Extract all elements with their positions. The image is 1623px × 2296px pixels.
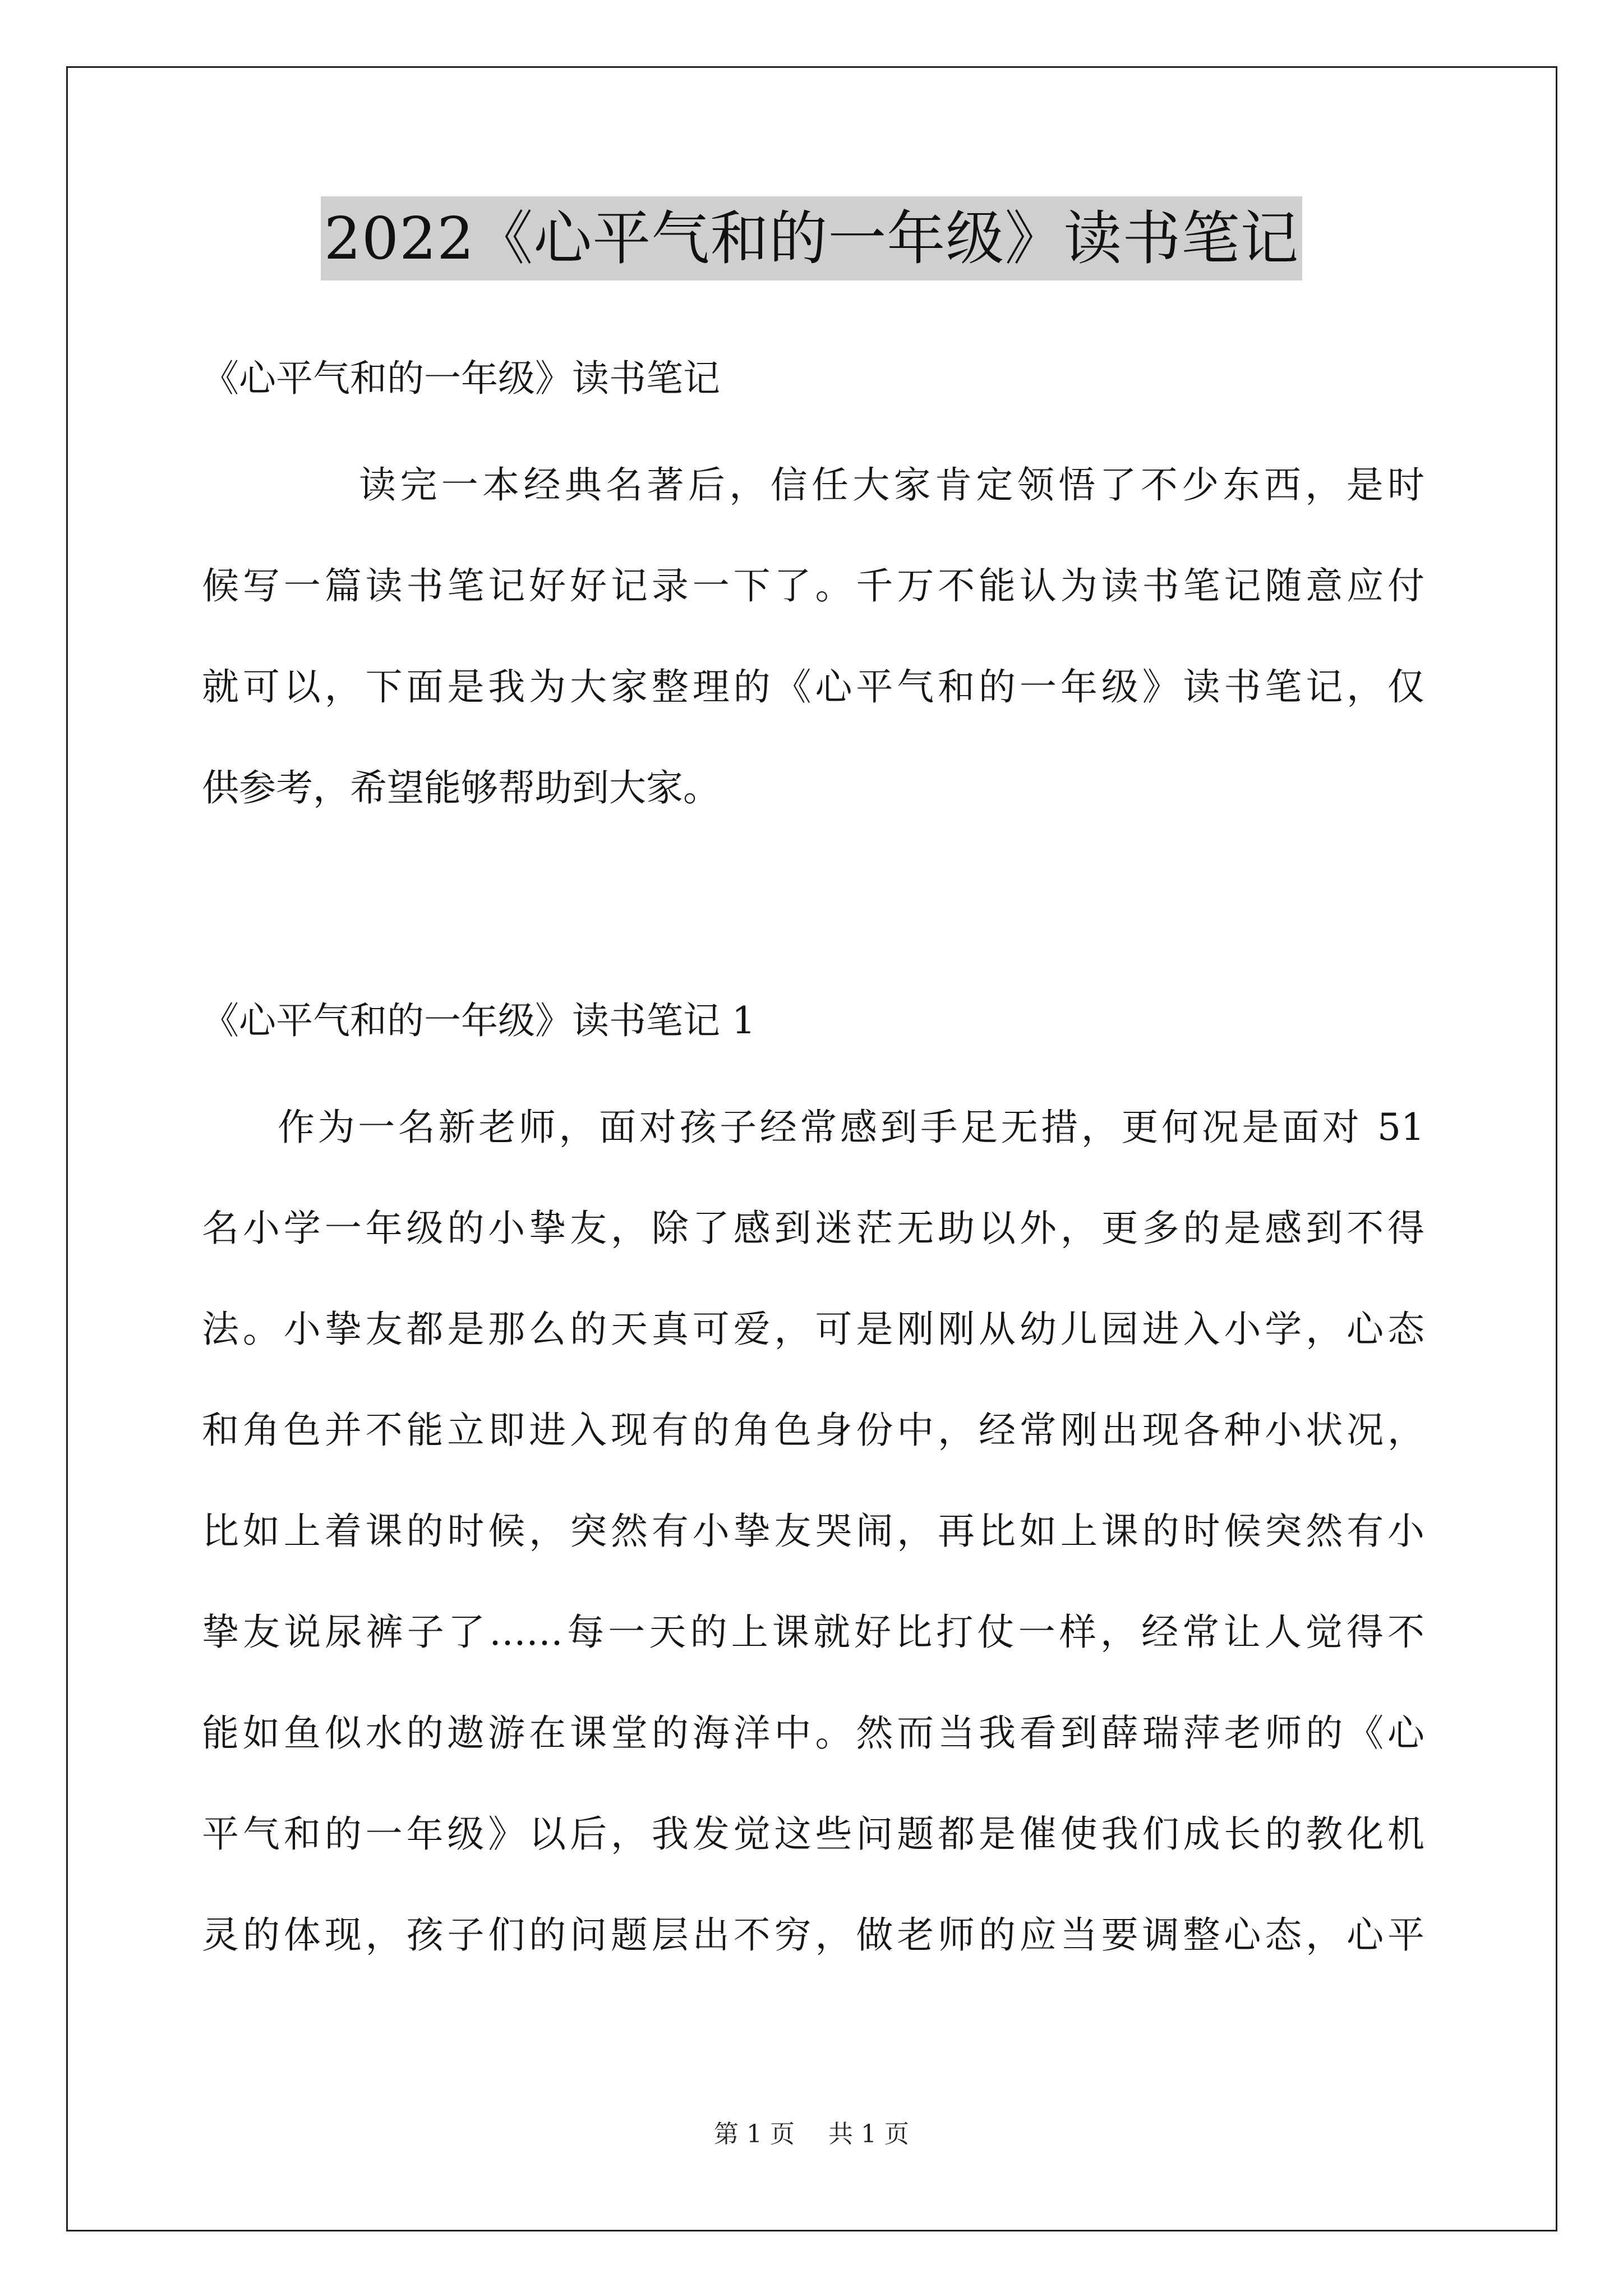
page-number: 第 1 页 xyxy=(714,2120,795,2148)
intro-line-3: 就可以，下面是我为大家整理的《心平气和的一年级》读书笔记，仅 xyxy=(202,665,1424,708)
section1-line-5: 比如上着课的时候，突然有小挚友哭闹，再比如上课的时候突然有小 xyxy=(202,1510,1424,1553)
document-title: 2022《心平气和的一年级》读书笔记 xyxy=(321,196,1303,280)
document-subtitle: 《心平气和的一年级》读书笔记 xyxy=(202,357,720,400)
section1-line-6: 挚友说尿裤子了……每一天的上课就好比打仗一样，经常让人觉得不 xyxy=(202,1611,1424,1654)
section1-line-7: 能如鱼似水的遨游在课堂的海洋中。然而当我看到薛瑞萍老师的《心 xyxy=(202,1711,1424,1755)
section1-line-4: 和角色并不能立即进入现有的角色身份中，经常刚出现各种小状况， xyxy=(202,1409,1424,1452)
intro-line-1: 读完一本经典名著后，信任大家肯定领悟了不少东西，是时 xyxy=(359,463,1424,507)
intro-line-2: 候写一篇读书笔记好好记录一下了。千万不能认为读书笔记随意应付 xyxy=(202,564,1424,608)
page-footer xyxy=(0,2118,1623,2151)
section1-line-3: 法。小挚友都是那么的天真可爱，可是刚刚从幼儿园进入小学，心态 xyxy=(202,1308,1424,1351)
section-heading-1: 《心平气和的一年级》读书笔记 1 xyxy=(202,999,755,1042)
section1-line-1: 作为一名新老师，面对孩子经常感到手足无措，更何况是面对 51 xyxy=(278,1106,1424,1149)
intro-line-4: 供参考，希望能够帮助到大家。 xyxy=(202,766,720,809)
page-total: 共 1 页 xyxy=(828,2120,909,2148)
section1-line-9: 灵的体现，孩子们的问题层出不穷，做老师的应当要调整心态，心平 xyxy=(202,1913,1424,1957)
section1-line-2: 名小学一年级的小挚友，除了感到迷茫无助以外，更多的是感到不得 xyxy=(202,1207,1424,1250)
section1-line-8: 平气和的一年级》以后，我发觉这些问题都是催使我们成长的教化机 xyxy=(202,1812,1424,1856)
title-container xyxy=(0,196,1623,280)
